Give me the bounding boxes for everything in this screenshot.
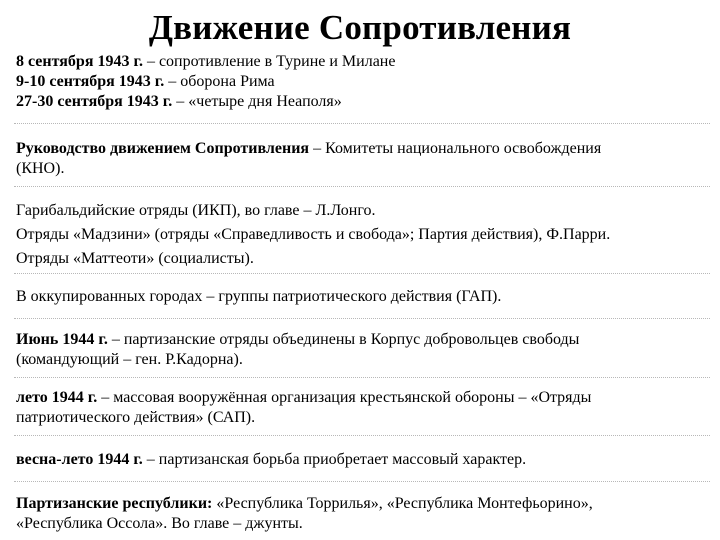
spring-summer-1944-paragraph: весна-лето 1944 г. – партизанская борьба приобретает массовый характер. (16, 451, 527, 468)
divider (14, 377, 710, 378)
detachments-section (16, 201, 708, 269)
divider (14, 481, 710, 482)
divider (14, 186, 710, 187)
date-item-turin: 8 сентября 1943 г. – сопротивление в Турине и Милане (16, 53, 396, 70)
gap-paragraph: В оккупированных городах – группы патриотического действия (ГАП). (16, 288, 502, 305)
leadership-paragraph: Руководство движением Сопротивления – Комитеты национального освобождения (КНО). (16, 140, 602, 177)
divider (14, 273, 710, 274)
date-item-naples: 27-30 сентября 1943 г. – «четыре дня Неаполя» (16, 93, 342, 110)
june-1944-paragraph: Июнь 1944 г. – партизанские отряды объединены в Корпус добровольцев свободы (командующий – ген. Р.Кадорна). (16, 331, 580, 368)
divider (14, 435, 710, 436)
republics-paragraph: Партизанские республики: «Республика Торрилья», «Республика Монтефьорино», «Республика Оссола». Во главе – джунты. (16, 495, 593, 532)
leadership-label: Руководство движением Сопротивления (16, 140, 310, 157)
detachment-matteotti: Отряды «Маттеоти» (социалисты). (16, 250, 254, 267)
detachment-mazzini: Отряды «Мадзини» (отряды «Справедливость и свобода»; Партия действия), Ф.Парри. (16, 226, 611, 243)
divider (14, 318, 710, 319)
detachment-garibaldi: Гарибальдийские отряды (ИКП), во главе – Л.Лонго. (16, 202, 376, 219)
page-title: Движение Сопротивления (148, 8, 572, 47)
summer-1944-paragraph: лето 1944 г. – массовая вооружённая организация крестьянской обороны – «Отряды патриотического действия» (САП). (16, 389, 592, 426)
date-item-rome: 9-10 сентября 1943 г. – оборона Рима (16, 73, 275, 90)
divider (14, 123, 710, 124)
dates-section (16, 52, 708, 112)
